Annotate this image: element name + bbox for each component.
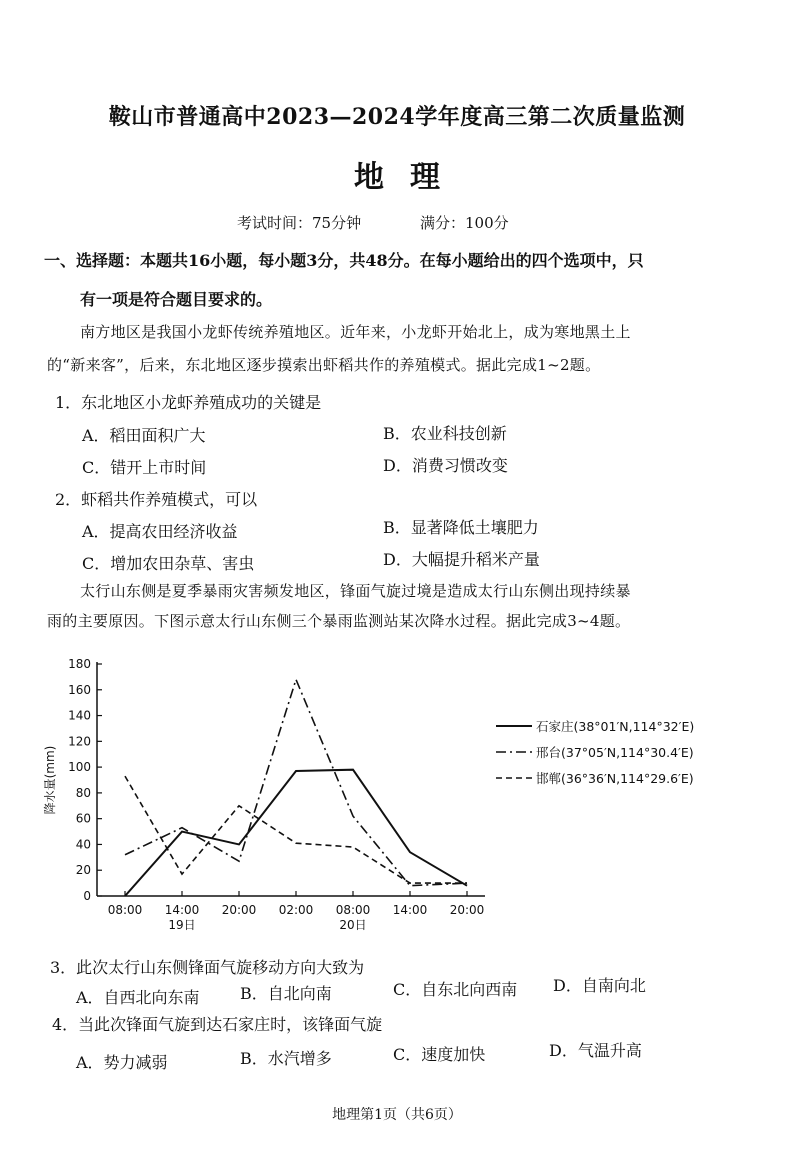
subject-title: 地理 [354, 160, 466, 195]
exam-time: 考试时间：75分钟 [237, 214, 362, 232]
legend-label-1: 石家庄(38°01′N,114°32′E) [536, 719, 695, 734]
y-tick-label: 100 [68, 760, 91, 775]
question-2-option-b: B．显著降低土壤肥力 [383, 518, 539, 537]
x-tick-label: 14:00 [392, 903, 428, 917]
question-3-option-c: C．自东北向西南 [393, 980, 518, 999]
y-tick-label: 160 [68, 682, 91, 697]
section-heading-line2: 有一项是符合题目要求的。 [80, 290, 273, 309]
x-tick-label: 20:00 [449, 903, 485, 917]
passage1-line2: 的“新来客”，后来，东北地区逐步摸索出虾稻共作的养殖模式。据此完成1~2题。 [47, 356, 601, 374]
passage2-line2: 雨的主要原因。下图示意太行山东侧三个暴雨监测站某次降水过程。据此完成3~4题。 [47, 612, 631, 630]
x-tick-label: 08:00 [107, 903, 143, 917]
full-score: 满分：100分 [420, 214, 509, 232]
y-axis-label: 降水量(mm) [43, 745, 57, 815]
y-tick-label: 120 [68, 734, 91, 749]
passage2-line1: 太行山东侧是夏季暴雨灾害频发地区，锋面气旋过境是造成太行山东侧出现持续暴 [80, 582, 631, 600]
question-2-option-a: A．提高农田经济收益 [82, 522, 238, 541]
question-4-option-c: C．速度加快 [393, 1045, 486, 1064]
y-tick-label: 20 [75, 863, 91, 878]
y-tick-label: 40 [75, 837, 91, 852]
question-1-option-a: A．稻田面积广大 [82, 426, 206, 445]
question-1-option-d: D．消费习惯改变 [383, 456, 508, 475]
passage1-line1: 南方地区是我国小龙虾传统养殖地区。近年来，小龙虾开始北上，成为寒地黑土上 [80, 323, 631, 341]
question-4-stem: 4．当此次锋面气旋到达石家庄时，该锋面气旋 [52, 1015, 383, 1034]
precipitation-chart [40, 650, 740, 940]
section-heading-line1: 一、选择题：本题共16小题，每小题3分，共48分。在每小题给出的四个选项中，只 [44, 251, 644, 270]
question-3-option-a: A．自西北向东南 [76, 988, 200, 1007]
question-1-option-b: B．农业科技创新 [383, 424, 507, 443]
y-tick-label: 80 [75, 785, 91, 800]
question-2-stem: 2．虾稻共作养殖模式，可以 [55, 490, 258, 509]
y-tick-label: 0 [83, 889, 91, 903]
question-4-option-b: B．水汽增多 [240, 1049, 332, 1068]
series-line-1 [125, 770, 467, 896]
question-3-option-d: D．自南向北 [553, 976, 646, 995]
question-4-option-a: A．势力减弱 [76, 1053, 168, 1072]
x-tick-label: 02:00 [278, 903, 314, 917]
legend-label-3: 邯郸(36°36′N,114°29.6′E) [536, 771, 694, 786]
question-1-option-c: C．错开上市时间 [82, 458, 207, 477]
question-4-option-d: D．气温升高 [549, 1041, 642, 1060]
question-2-option-d: D．大幅提升稻米产量 [383, 550, 540, 569]
x-day-label: 19日 [168, 918, 196, 932]
x-tick-label: 08:00 [335, 903, 371, 917]
y-tick-label: 180 [68, 657, 91, 671]
question-3-stem: 3．此次太行山东侧锋面气旋移动方向大致为 [50, 958, 365, 977]
x-tick-label: 20:00 [221, 903, 257, 917]
question-1-stem: 1．东北地区小龙虾养殖成功的关键是 [55, 393, 322, 412]
question-3-option-b: B．自北向南 [240, 984, 332, 1003]
y-tick-label: 60 [75, 811, 91, 826]
y-tick-label: 140 [68, 708, 91, 723]
question-2-option-c: C．增加农田杂草、害虫 [82, 554, 255, 573]
page-footer: 地理第1页（共6页） [332, 1107, 462, 1123]
x-tick-label: 14:00 [164, 903, 200, 917]
x-day-label: 20日 [339, 918, 367, 932]
exam-title: 鞍山市普通高中2023—2024学年度高三第二次质量监测 [108, 104, 686, 130]
legend-label-2: 邢台(37°05′N,114°30.4′E) [536, 745, 694, 760]
series-line-3 [125, 776, 467, 883]
